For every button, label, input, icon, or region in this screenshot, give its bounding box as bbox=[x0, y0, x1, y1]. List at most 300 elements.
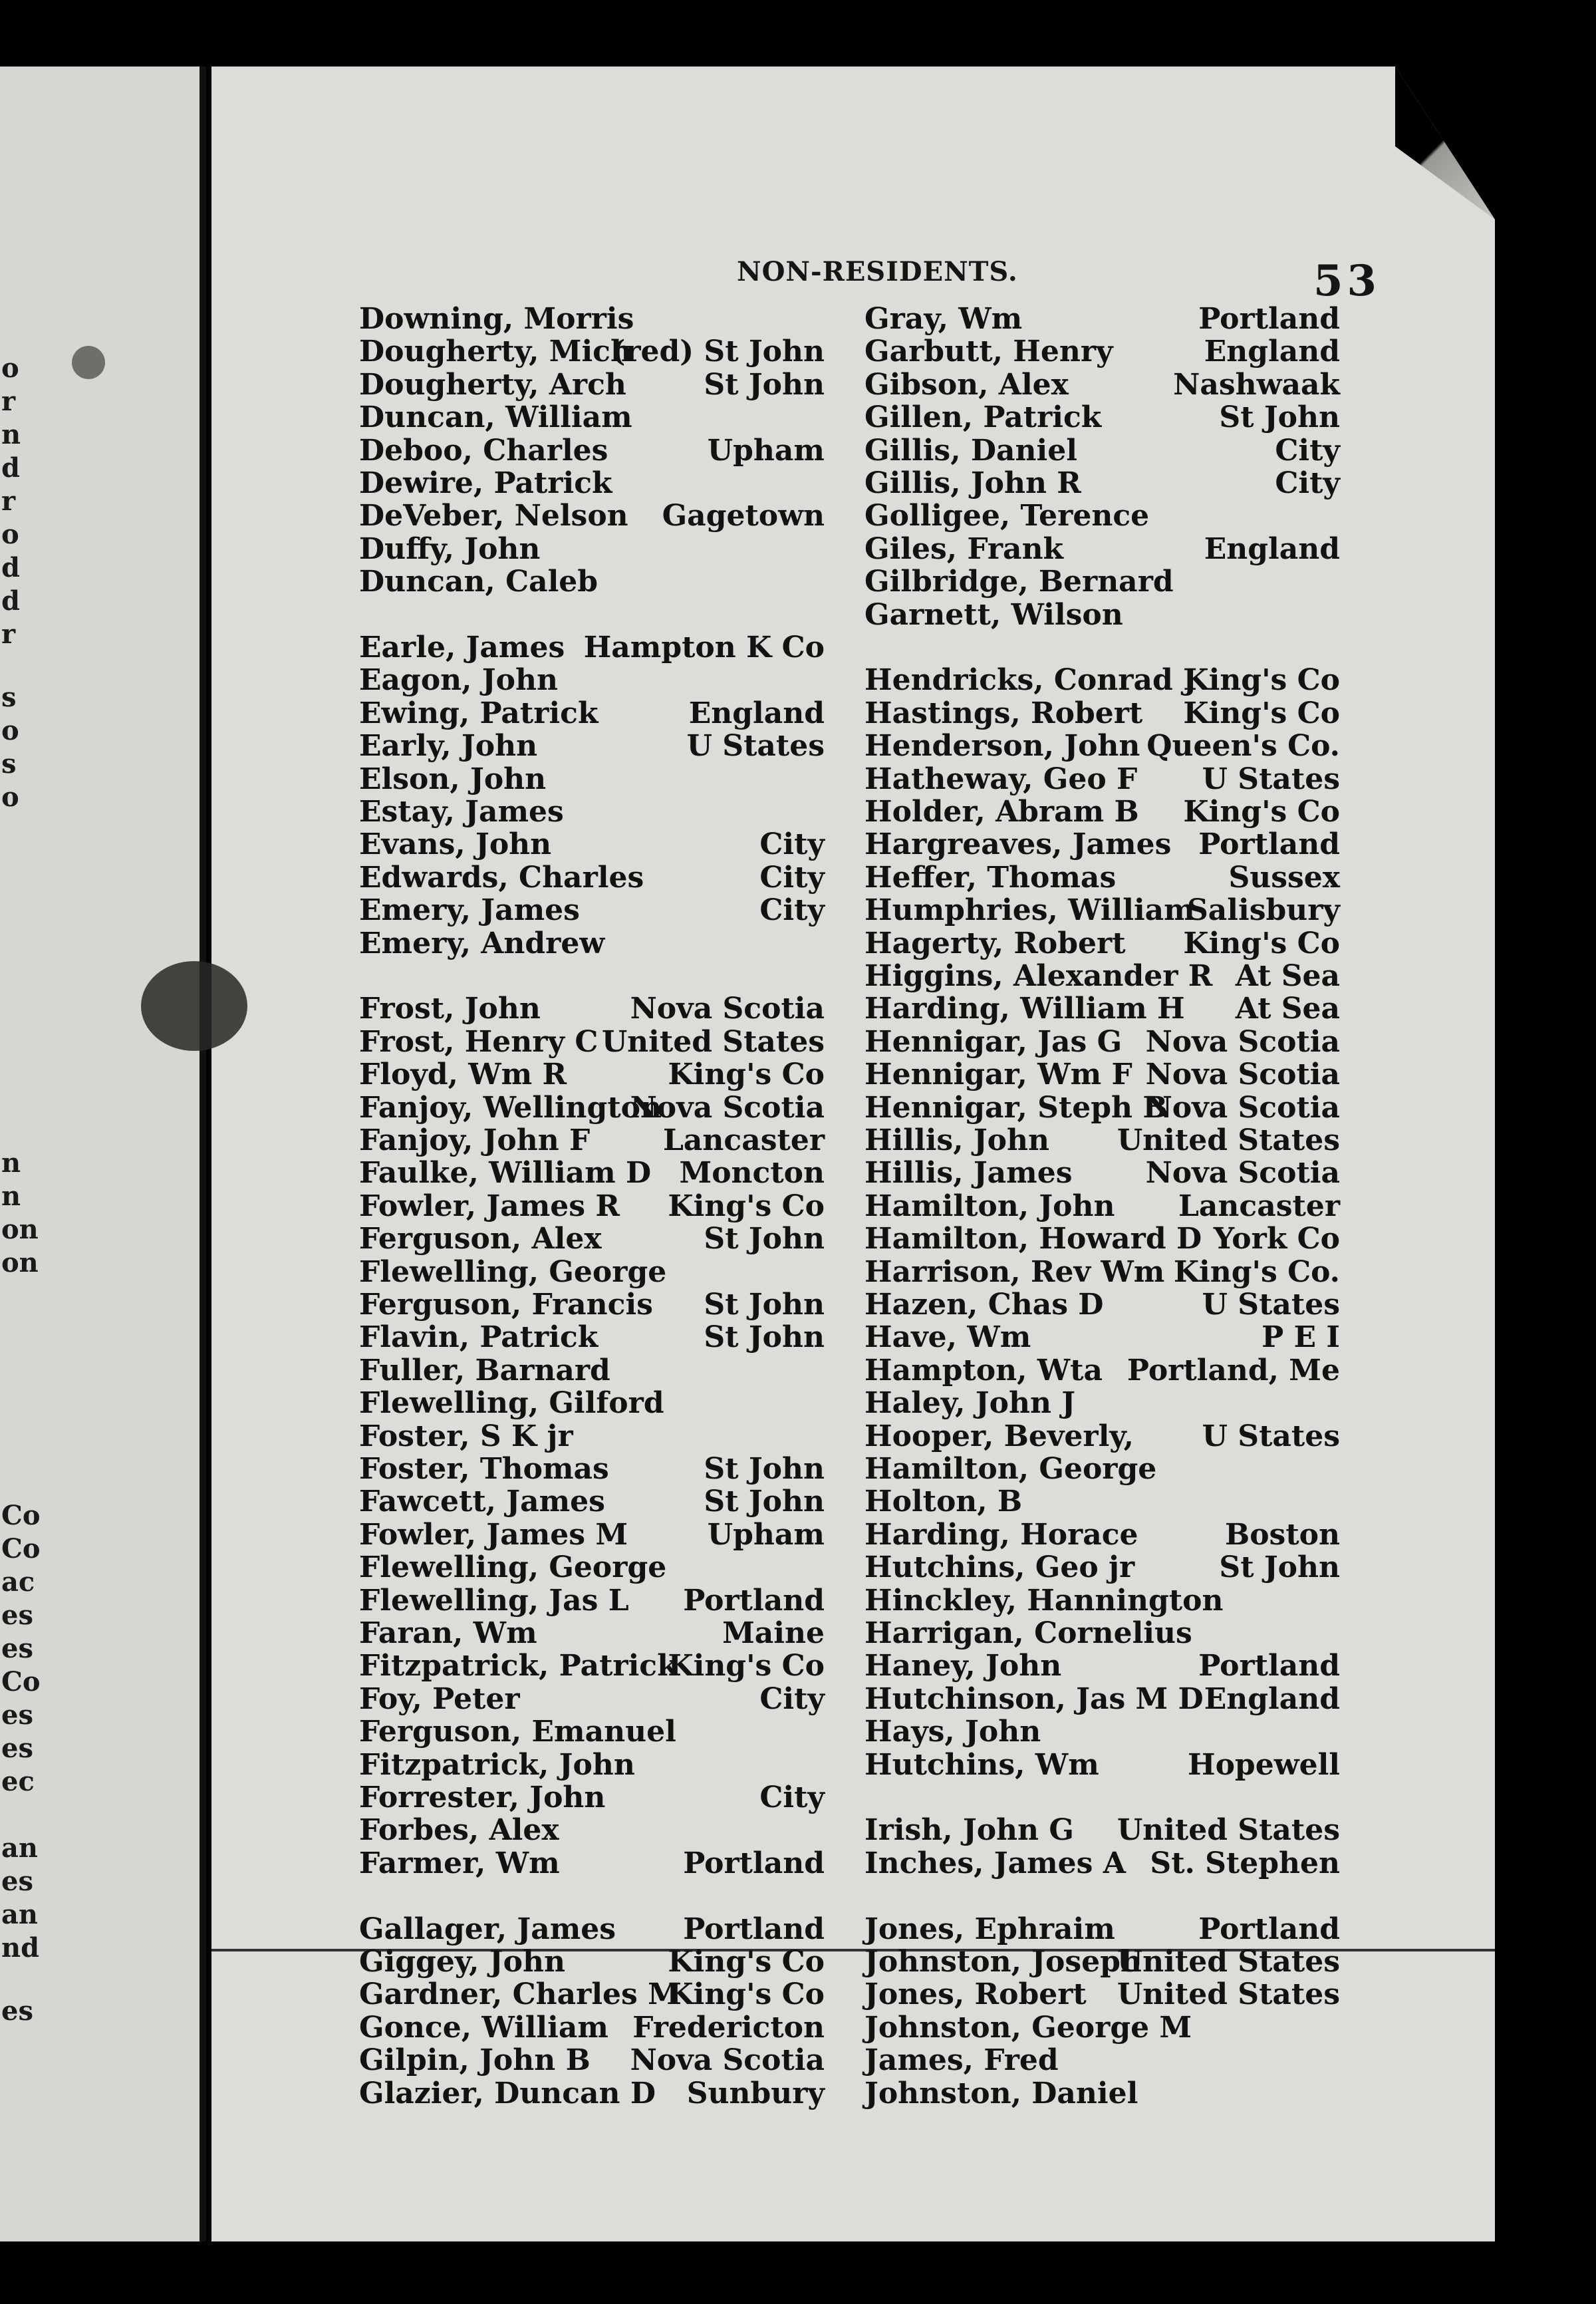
entry-name: Giles, Frank bbox=[864, 531, 1064, 566]
entry-place: Nova Scotia bbox=[630, 1090, 825, 1125]
entry-name: Jones, Robert bbox=[864, 1977, 1087, 2012]
entry-name: Forrester, John bbox=[359, 1781, 606, 1814]
entry-name: Garbutt, Henry bbox=[864, 335, 1113, 369]
entry-name: Evans, John bbox=[359, 827, 552, 862]
directory-entry bbox=[359, 2077, 825, 2110]
directory-entry bbox=[359, 1354, 825, 1387]
entry-place: St John bbox=[704, 1485, 825, 1519]
entry-place: St John bbox=[704, 1320, 825, 1355]
directory-entry bbox=[359, 401, 825, 434]
entry-name: Fitzpatrick, Patrick bbox=[359, 1649, 678, 1683]
entry-name: James, Fred bbox=[864, 2043, 1059, 2078]
facing-page-text: on bbox=[1, 1214, 39, 1245]
directory-entry bbox=[864, 368, 1340, 402]
entry-place: Boston bbox=[1225, 1517, 1340, 1552]
entry-name: Irish, John G bbox=[864, 1813, 1074, 1848]
entry-place: Nova Scotia bbox=[1145, 1090, 1340, 1125]
directory-entry bbox=[864, 533, 1340, 566]
entry-place: Portland bbox=[1198, 302, 1340, 336]
entry-place: Moncton bbox=[679, 1156, 825, 1191]
directory-entry bbox=[864, 763, 1340, 796]
entry-place: King's Co. bbox=[1173, 1254, 1340, 1289]
directory-entry bbox=[864, 303, 1340, 336]
directory-entry bbox=[359, 1978, 825, 2011]
directory-entry bbox=[359, 1190, 825, 1223]
entry-place: Nova Scotia bbox=[1145, 1058, 1340, 1092]
entry-place: U States bbox=[1202, 762, 1340, 796]
entry-place: King's Co bbox=[668, 1649, 825, 1683]
directory-entry bbox=[359, 1091, 825, 1125]
entry-place: Upham bbox=[707, 433, 825, 468]
entry-name: Humphries, William bbox=[864, 893, 1195, 928]
entry-name: Fawcett, James bbox=[359, 1485, 605, 1519]
directory-entry bbox=[359, 1847, 825, 1880]
entry-place: Portland bbox=[683, 1846, 825, 1880]
entry-place: U States bbox=[1202, 1288, 1340, 1322]
facing-page-text: on bbox=[1, 1247, 39, 1278]
directory-entry bbox=[359, 1420, 825, 1453]
entry-name: Hargreaves, James bbox=[864, 827, 1172, 862]
directory-entry bbox=[864, 401, 1340, 434]
entry-place: United States bbox=[601, 1024, 825, 1059]
entry-name: Foster, Thomas bbox=[359, 1452, 609, 1486]
entry-place: Portland bbox=[1198, 827, 1340, 862]
directory-entry bbox=[864, 1026, 1340, 1059]
entry-name: Hillis, James bbox=[864, 1156, 1073, 1191]
facing-page-text: n bbox=[1, 1181, 21, 1212]
entry-place: City bbox=[1275, 466, 1340, 500]
directory-entry bbox=[864, 434, 1340, 468]
entry-place: King's Co bbox=[1183, 663, 1340, 698]
directory-entry bbox=[864, 467, 1340, 500]
entry-place: Lancaster bbox=[662, 1123, 825, 1157]
directory-entry bbox=[864, 1288, 1340, 1322]
entry-place: U States bbox=[686, 729, 825, 764]
entry-place: York Co bbox=[1213, 1222, 1340, 1256]
entry-place: St John bbox=[704, 1222, 825, 1256]
directory-entry bbox=[359, 434, 825, 468]
facing-page-text: an bbox=[1, 1832, 38, 1864]
facing-page-text: Co bbox=[1, 1533, 41, 1564]
page-title: NON-RESIDENTS. bbox=[737, 256, 1018, 287]
entry-name: Duncan, William bbox=[359, 400, 632, 435]
entry-name: Faran, Wm bbox=[359, 1616, 537, 1650]
entry-name: Hutchins, Geo jr bbox=[864, 1550, 1135, 1585]
entry-name: Fowler, James R bbox=[359, 1189, 620, 1223]
entry-name: Gallager, James bbox=[359, 1912, 616, 1946]
entry-place: St. Stephen bbox=[1150, 1846, 1340, 1880]
entry-place: King's Co bbox=[668, 1058, 825, 1092]
directory-entry bbox=[359, 467, 825, 500]
directory-entry bbox=[864, 1584, 1340, 1618]
directory-entry bbox=[864, 1091, 1340, 1125]
entry-name: Gonce, William bbox=[359, 2010, 608, 2045]
directory-entry bbox=[359, 1288, 825, 1322]
entry-place: (red) St John bbox=[611, 335, 825, 369]
entry-place: United States bbox=[1117, 1945, 1340, 1979]
directory-entry bbox=[864, 1256, 1340, 1289]
directory-entry bbox=[359, 1223, 825, 1256]
directory-entry bbox=[864, 1485, 1340, 1518]
entry-name: Estay, James bbox=[359, 795, 564, 829]
directory-entry bbox=[359, 565, 825, 599]
directory-entry bbox=[864, 1715, 1340, 1749]
entry-name: Ferguson, Emanuel bbox=[359, 1715, 676, 1749]
entry-name: Frost, Henry C bbox=[359, 1024, 598, 1059]
entry-name: Gillis, John R bbox=[864, 466, 1081, 500]
entry-name: Johnston, George M bbox=[864, 2010, 1192, 2045]
facing-page-text: o bbox=[1, 519, 19, 550]
entry-name: Hazen, Chas D bbox=[864, 1288, 1104, 1322]
entry-name: Dougherty, Arch bbox=[359, 367, 626, 402]
directory-entry bbox=[359, 1058, 825, 1091]
ink-spot bbox=[72, 346, 105, 379]
entry-name: Earle, James bbox=[359, 631, 565, 664]
directory-entry bbox=[359, 1485, 825, 1518]
entry-place: Salisbury bbox=[1187, 893, 1340, 928]
facing-page-text: ec bbox=[1, 1766, 35, 1797]
entry-place: At Sea bbox=[1235, 992, 1340, 1026]
entry-name: Downing, Morris bbox=[359, 302, 634, 336]
facing-page-text: es bbox=[1, 1995, 33, 2027]
directory-entry bbox=[864, 2044, 1340, 2077]
entry-name: Fowler, James M bbox=[359, 1517, 628, 1552]
entry-name: Henderson, John bbox=[864, 729, 1140, 764]
entry-name: Ferguson, Francis bbox=[359, 1288, 653, 1322]
directory-entry bbox=[359, 1518, 825, 1552]
directory-entry bbox=[864, 1453, 1340, 1486]
entry-place: Fredericton bbox=[632, 2010, 825, 2045]
directory-entry bbox=[359, 1814, 825, 1847]
entry-name: Hillis, John bbox=[864, 1123, 1049, 1157]
entry-name: Forbes, Alex bbox=[359, 1813, 559, 1848]
entry-place: Portland bbox=[1198, 1912, 1340, 1946]
directory-entry bbox=[359, 1749, 825, 1782]
directory-entry bbox=[864, 1913, 1340, 1946]
entry-name: Harrigan, Cornelius bbox=[864, 1616, 1192, 1650]
entry-name: Flavin, Patrick bbox=[359, 1320, 598, 1355]
directory-entry bbox=[864, 1387, 1340, 1420]
entry-name: Golligee, Terence bbox=[864, 499, 1150, 533]
directory-entry bbox=[864, 1223, 1340, 1256]
entry-place: Nova Scotia bbox=[630, 992, 825, 1026]
entry-name: Holder, Abram B bbox=[864, 795, 1139, 829]
entry-name: Ewing, Patrick bbox=[359, 696, 598, 730]
entry-name: Foy, Peter bbox=[359, 1681, 520, 1716]
entry-name: Hendricks, Conrad J bbox=[864, 663, 1197, 698]
facing-page-text: r bbox=[1, 619, 16, 650]
directory-entry bbox=[359, 1650, 825, 1683]
facing-page-text: nd bbox=[1, 1932, 40, 1963]
directory-entry bbox=[864, 1124, 1340, 1157]
directory-entry bbox=[864, 2077, 1340, 2110]
entry-name: Faulke, William D bbox=[359, 1156, 652, 1191]
entry-place: England bbox=[1204, 1681, 1340, 1716]
directory-entry bbox=[359, 1945, 825, 1979]
entry-name: Holton, B bbox=[864, 1485, 1023, 1519]
directory-entry bbox=[359, 335, 825, 368]
entry-name: Duffy, John bbox=[359, 531, 541, 566]
facing-page-text: r bbox=[1, 386, 16, 417]
entry-name: Flewelling, Jas L bbox=[359, 1583, 629, 1618]
entry-place: England bbox=[1204, 531, 1340, 566]
entry-name: Have, Wm bbox=[864, 1320, 1031, 1355]
directory-entry bbox=[864, 795, 1340, 829]
entry-place: Portland bbox=[683, 1583, 825, 1618]
directory-entry bbox=[864, 1190, 1340, 1223]
directory-entry bbox=[359, 631, 825, 664]
entry-place: Nova Scotia bbox=[1145, 1024, 1340, 1059]
entry-name: Heffer, Thomas bbox=[864, 860, 1117, 895]
entry-place: Portland bbox=[683, 1912, 825, 1946]
entry-place: St John bbox=[704, 367, 825, 402]
directory-entry bbox=[359, 1584, 825, 1618]
directory-entry bbox=[864, 1420, 1340, 1453]
directory-entry bbox=[864, 599, 1340, 632]
directory-entry bbox=[359, 992, 825, 1026]
entry-name: Hutchins, Wm bbox=[864, 1747, 1099, 1782]
entry-name: Gibson, Alex bbox=[864, 367, 1069, 402]
directory-entry bbox=[359, 2011, 825, 2045]
entry-name: Flewelling, George bbox=[359, 1550, 667, 1585]
entry-name: Hays, John bbox=[864, 1715, 1041, 1749]
entry-place: United States bbox=[1117, 1813, 1340, 1848]
directory-entry bbox=[359, 861, 825, 895]
directory-entry bbox=[359, 730, 825, 763]
directory-entry bbox=[864, 828, 1340, 861]
directory-entry bbox=[864, 565, 1340, 599]
entry-name: Hennigar, Jas G bbox=[864, 1024, 1123, 1059]
directory-entry bbox=[864, 730, 1340, 763]
facing-page-text: es bbox=[1, 1733, 33, 1764]
entry-place: St John bbox=[1219, 1550, 1340, 1585]
entry-place: P E I bbox=[1262, 1320, 1340, 1355]
directory-entry bbox=[359, 1387, 825, 1420]
directory-entry bbox=[864, 1814, 1340, 1847]
directory-entry bbox=[864, 500, 1340, 533]
entry-place: Hampton K Co bbox=[583, 631, 825, 664]
entry-name: Hennigar, Steph B bbox=[864, 1090, 1168, 1125]
directory-entry bbox=[864, 2011, 1340, 2045]
entry-name: Gilpin, John B bbox=[359, 2043, 591, 2078]
facing-page-text: d bbox=[1, 585, 20, 617]
entry-name: Garnett, Wilson bbox=[864, 597, 1123, 632]
directory-entry bbox=[864, 1354, 1340, 1387]
directory-entry bbox=[864, 1321, 1340, 1354]
directory-entry bbox=[864, 1749, 1340, 1782]
directory-entry bbox=[864, 1058, 1340, 1091]
entry-name: Hamilton, George bbox=[864, 1452, 1157, 1486]
entry-place: Nova Scotia bbox=[630, 2043, 825, 2078]
directory-entry bbox=[359, 1256, 825, 1289]
directory-entry bbox=[864, 1945, 1340, 1979]
entry-name: Gillen, Patrick bbox=[864, 400, 1102, 435]
entry-place: St John bbox=[704, 1452, 825, 1486]
entry-name: Inches, James A bbox=[864, 1846, 1126, 1880]
entry-name: Glazier, Duncan D bbox=[359, 2076, 656, 2110]
entry-name: Hagerty, Robert bbox=[864, 926, 1126, 960]
entry-name: Duncan, Caleb bbox=[359, 565, 598, 599]
entry-name: Hooper, Beverly, bbox=[864, 1419, 1134, 1453]
facing-page-text: o bbox=[1, 353, 19, 384]
entry-place: City bbox=[1275, 433, 1340, 468]
entry-place: Nova Scotia bbox=[1145, 1156, 1340, 1191]
entry-place: City bbox=[759, 860, 825, 895]
entry-name: Hamilton, Howard D bbox=[864, 1222, 1202, 1256]
entry-place: Portland, Me bbox=[1127, 1353, 1340, 1387]
page-number: 53 bbox=[1313, 256, 1381, 306]
directory-entry bbox=[359, 664, 825, 697]
directory-entry bbox=[359, 533, 825, 566]
facing-page-text: o bbox=[1, 715, 19, 746]
entry-name: Haley, John J bbox=[864, 1386, 1076, 1421]
entry-name: Fuller, Barnard bbox=[359, 1353, 610, 1387]
facing-page-text: Co bbox=[1, 1500, 41, 1531]
entry-name: Johnston, Daniel bbox=[864, 2076, 1138, 2110]
directory-entry bbox=[359, 828, 825, 861]
entry-name: Hastings, Robert bbox=[864, 696, 1143, 730]
entry-name: Deboo, Charles bbox=[359, 433, 608, 468]
entry-name: Gilbridge, Bernard bbox=[864, 565, 1174, 599]
facing-page-text: d bbox=[1, 452, 20, 484]
entry-name: Gillis, Daniel bbox=[864, 433, 1077, 468]
directory-entry bbox=[864, 697, 1340, 730]
entry-place: Hopewell bbox=[1188, 1747, 1340, 1782]
entry-name: Emery, James bbox=[359, 893, 580, 928]
facing-page-text: s bbox=[1, 748, 17, 780]
entry-place: Lancaster bbox=[1178, 1189, 1340, 1223]
directory-entry bbox=[864, 1157, 1340, 1190]
entry-name: Flewelling, George bbox=[359, 1254, 667, 1289]
facing-page-text: s bbox=[1, 682, 17, 713]
entry-place: City bbox=[759, 1781, 825, 1814]
directory-entry bbox=[359, 1683, 825, 1716]
directory-entry bbox=[359, 1124, 825, 1157]
entry-name: Harding, William H bbox=[864, 992, 1185, 1026]
directory-entry bbox=[359, 1026, 825, 1059]
entry-place: King's Co bbox=[668, 1945, 825, 1979]
entry-place: Nashwaak bbox=[1173, 367, 1340, 402]
entry-name: Farmer, Wm bbox=[359, 1846, 560, 1880]
entry-place: Queen's Co. bbox=[1146, 729, 1340, 764]
facing-page-text: an bbox=[1, 1899, 38, 1930]
directory-entry bbox=[864, 1518, 1340, 1552]
entry-place: U States bbox=[1202, 1419, 1340, 1453]
directory-entry bbox=[864, 1847, 1340, 1880]
entry-name: Dougherty, Mich bbox=[359, 335, 632, 369]
entry-place: United States bbox=[1117, 1123, 1340, 1157]
facing-page-text: Co bbox=[1, 1666, 41, 1697]
entry-name: Gardner, Charles M bbox=[359, 1977, 680, 2012]
entry-place: King's Co bbox=[668, 1977, 825, 2012]
facing-page-text: n bbox=[1, 1147, 21, 1179]
entry-name: DeVeber, Nelson bbox=[359, 499, 628, 533]
entry-name: Haney, John bbox=[864, 1649, 1062, 1683]
entry-name: Hampton, Wta bbox=[864, 1353, 1103, 1387]
entry-name: Giggey, John bbox=[359, 1945, 565, 1979]
directory-entry bbox=[359, 894, 825, 927]
entry-place: King's Co bbox=[668, 1189, 825, 1223]
directory-entry bbox=[864, 927, 1340, 960]
directory-entry bbox=[864, 894, 1340, 927]
entry-name: Hinckley, Hannington bbox=[864, 1583, 1224, 1618]
directory-entry bbox=[864, 992, 1340, 1026]
ink-blot bbox=[141, 961, 247, 1051]
entry-place: England bbox=[688, 696, 825, 730]
entry-place: Sussex bbox=[1228, 860, 1340, 895]
facing-page-text: o bbox=[1, 782, 19, 813]
entry-place: United States bbox=[1117, 1977, 1340, 2012]
directory-entry bbox=[359, 1781, 825, 1814]
entry-place: St John bbox=[1219, 400, 1340, 435]
entry-name: Harding, Horace bbox=[864, 1517, 1138, 1552]
entry-place: At Sea bbox=[1235, 959, 1340, 993]
entry-name: Hamilton, John bbox=[864, 1189, 1115, 1223]
entry-place: City bbox=[759, 893, 825, 928]
entry-place: Portland bbox=[1198, 1649, 1340, 1683]
directory-entry bbox=[359, 303, 825, 336]
facing-page-text: es bbox=[1, 1866, 33, 1897]
entry-name: Hennigar, Wm F bbox=[864, 1058, 1132, 1092]
directory-entry bbox=[359, 1913, 825, 1946]
facing-page-text: n bbox=[1, 419, 21, 450]
entry-name: Hutchinson, Jas M D bbox=[864, 1681, 1204, 1716]
directory-entry bbox=[359, 927, 825, 960]
entry-place: England bbox=[1204, 335, 1340, 369]
entry-name: Edwards, Charles bbox=[359, 860, 644, 895]
directory-entry bbox=[359, 368, 825, 402]
directory-entry bbox=[359, 1715, 825, 1749]
directory-entry bbox=[864, 1551, 1340, 1584]
directory-entry bbox=[359, 1551, 825, 1584]
directory-entry bbox=[359, 697, 825, 730]
directory-entry bbox=[359, 2044, 825, 2077]
entry-name: Hatheway, Geo F bbox=[864, 762, 1138, 796]
directory-entry bbox=[864, 1650, 1340, 1683]
entry-name: Flewelling, Gilford bbox=[359, 1386, 664, 1421]
directory-entry bbox=[864, 335, 1340, 368]
entry-place: Gagetown bbox=[662, 499, 825, 533]
entry-name: Harrison, Rev Wm bbox=[864, 1254, 1165, 1289]
facing-page-text: es bbox=[1, 1633, 33, 1664]
entry-name: Fanjoy, John F bbox=[359, 1123, 591, 1157]
entry-name: Elson, John bbox=[359, 762, 547, 796]
facing-page-text: r bbox=[1, 486, 16, 517]
entry-name: Jones, Ephraim bbox=[864, 1912, 1115, 1946]
entry-place: King's Co bbox=[1183, 696, 1340, 730]
directory-entry bbox=[864, 1617, 1340, 1650]
entry-name: Early, John bbox=[359, 729, 538, 764]
directory-entry bbox=[359, 795, 825, 829]
entry-name: Gray, Wm bbox=[864, 302, 1023, 336]
entry-name: Johnston, Joseph bbox=[864, 1945, 1142, 1979]
entry-place: City bbox=[759, 827, 825, 862]
entry-name: Fitzpatrick, John bbox=[359, 1747, 635, 1782]
directory-entry bbox=[359, 500, 825, 533]
entry-name: Eagon, John bbox=[359, 663, 558, 698]
facing-page-fragment bbox=[0, 67, 206, 2241]
directory-entry bbox=[864, 664, 1340, 697]
facing-page-text: ac bbox=[1, 1566, 35, 1598]
entry-name: Frost, John bbox=[359, 992, 541, 1026]
entry-name: Foster, S K jr bbox=[359, 1419, 573, 1453]
entry-place: Maine bbox=[722, 1616, 825, 1650]
entry-name: Higgins, Alexander R bbox=[864, 959, 1213, 993]
directory-entry bbox=[864, 861, 1340, 895]
entry-place: City bbox=[759, 1681, 825, 1716]
entry-place: Upham bbox=[707, 1517, 825, 1552]
directory-entry bbox=[864, 1683, 1340, 1716]
